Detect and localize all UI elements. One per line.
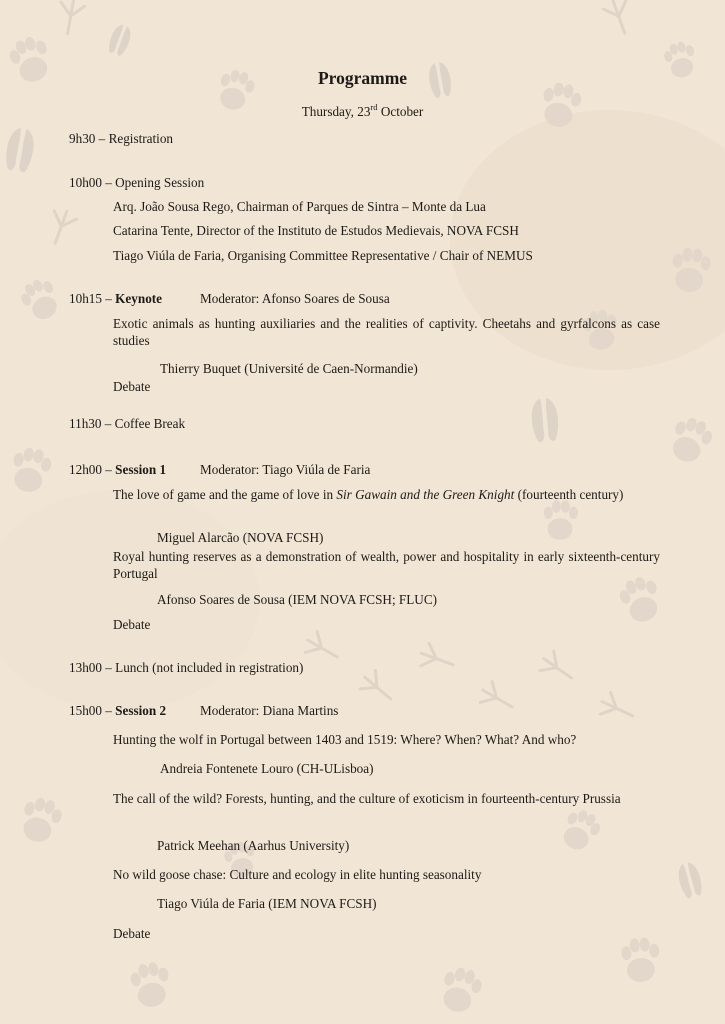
session-2-speaker-1: Andreia Fontenete Louro (CH-ULisboa)	[160, 761, 374, 776]
session-2-debate: Debate	[113, 926, 151, 941]
opening-session-time: 10h00 – Opening Session	[69, 175, 205, 190]
event-date: Thursday, 23rd October	[301, 101, 424, 119]
keynote-moderator: Moderator: Afonso Soares de Sousa	[200, 291, 390, 306]
opening-speaker: Arq. João Sousa Rego, Chairman of Parques de Sintra – Monte da Lua	[113, 199, 486, 214]
keynote-heading: 10h15 – Keynote	[69, 291, 163, 306]
session-1-moderator: Moderator: Tiago Viúla de Faria	[200, 462, 371, 477]
page-title: Programme	[317, 68, 408, 88]
session-2-speaker-2: Patrick Meehan (Aarhus University)	[157, 838, 350, 853]
session-2-speaker-3: Tiago Viúla de Faria (IEM NOVA FCSH)	[157, 896, 377, 911]
session-2-moderator: Moderator: Diana Martins	[200, 703, 339, 718]
session-1-speaker-1: Miguel Alarcão (NOVA FCSH)	[157, 530, 324, 545]
session-2-talk-2: The call of the wild? Forests, hunting, and the culture of exoticism in fourteenth-century Prussia	[113, 791, 621, 806]
session-2-talk-3: No wild goose chase: Culture and ecology in elite hunting seasonality	[113, 867, 482, 882]
session-1-speaker-2: Afonso Soares de Sousa (IEM NOVA FCSH; FLUC)	[157, 592, 438, 607]
keynote-speaker: Thierry Buquet (Université de Caen-Normandie)	[160, 361, 418, 376]
session-2-heading: 15h00 – Session 2	[69, 703, 167, 718]
session-2-talk-1: Hunting the wolf in Portugal between 1403 and 1519: Where? When? What? And who?	[113, 732, 577, 747]
opening-speaker: Catarina Tente, Director of the Instituto de Estudos Medievais, NOVA FCSH	[113, 223, 519, 238]
session-1-talk-2: Royal hunting reserves as a demonstration of wealth, power and hospitality in early sixteenth-century Portugal	[113, 549, 660, 581]
session-1-debate: Debate	[113, 617, 151, 632]
opening-speaker: Tiago Viúla de Faria, Organising Committee Representative / Chair of NEMUS	[113, 248, 533, 263]
session-1-heading: 12h00 – Session 1	[69, 462, 167, 477]
coffee-break-item: 11h30 – Coffee Break	[69, 416, 186, 431]
keynote-debate: Debate	[113, 379, 151, 394]
keynote-talk-title: Exotic animals as hunting auxiliaries and the realities of captivity. Cheetahs and gyrfalcons as case studies	[113, 316, 660, 348]
session-1-talk-1: The love of game and the game of love in Sir Gawain and the Green Knight (fourteenth century)	[113, 487, 624, 502]
lunch-item: 13h00 – Lunch (not included in registration)	[69, 660, 304, 675]
registration-item: 9h30 – Registration	[69, 131, 174, 146]
